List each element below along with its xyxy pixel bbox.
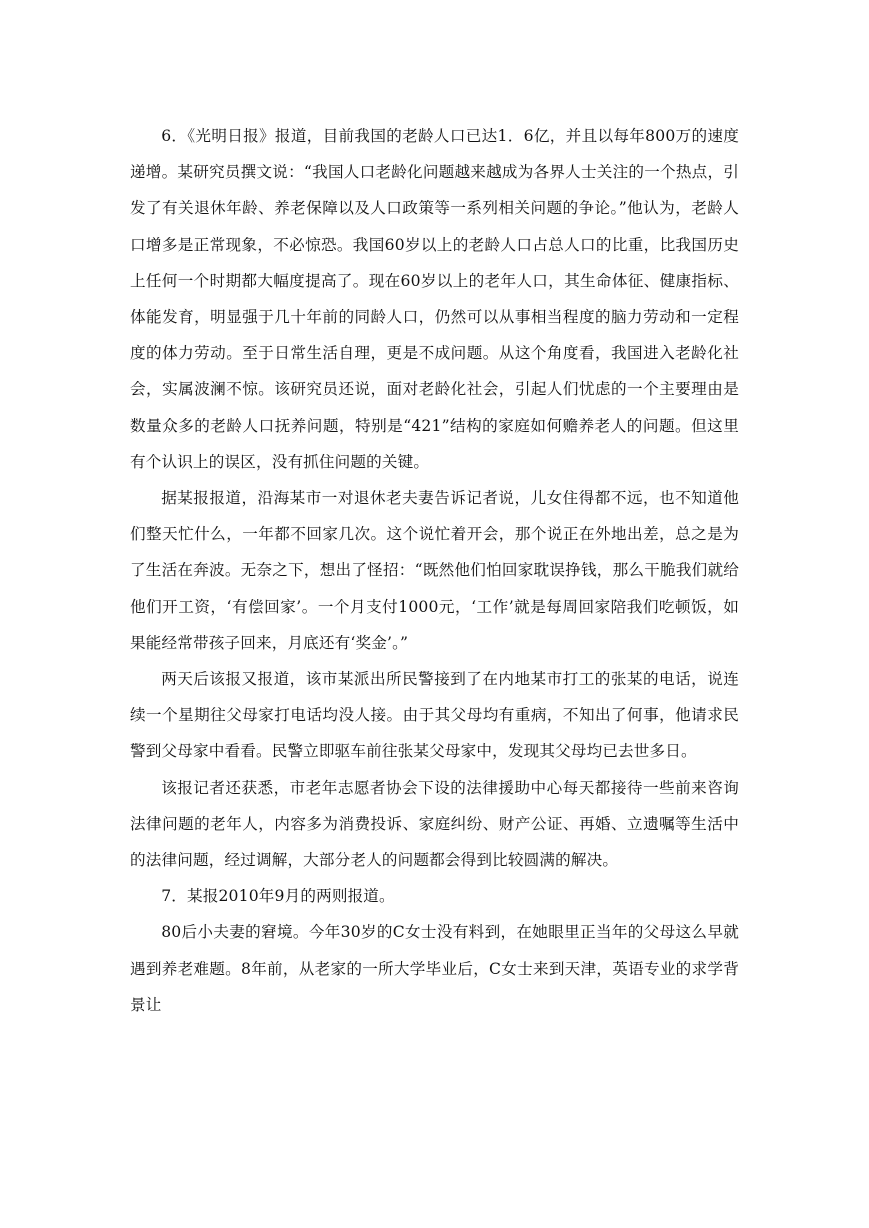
paragraph-police-report: 两天后该报又报道，该市某派出所民警接到了在内地某市打工的张某的电话，说连续一个星期往父母家打电话均没人接。由于其父母均有重病，不知出了何事，他请求民警到父母家中看看。民警立即驱车前往张某父母家中，发现其父母均已去世多日。 (130, 670, 739, 761)
paragraph-item-6-report: 6．《光明日报》报道，目前我国的老龄人口已达1．6亿，并且以每年800万的速度递增。某研究员撰文说：“我国人口老龄化问题越来越成为各界人士关注的一个热点，引发了有关退休年龄、养老保障以及人口政策等一系列相关问题的争论。”他认为，老龄人口增多是正常现象，不必惊恐。我国60岁以上的老龄人口占总人口的比重，比我国历史上任何一个时期都大幅度提高了。现在60岁以上的老年人口，其生命体征、健康指标、体能发育，明显强于几十年前的同龄人口，仍然可以从事相当程度的脑力劳动和一定程度的体力劳动。至于日常生活自理，更是不成问题。从这个角度看，我国进入老龄化社会，实属波澜不惊。该研究员还说，面对老龄化社会，引起人们忧虑的一个主要理由是数量众多的老龄人口抚养问题，特别是“421”结构的家庭如何赡养老人的问题。但这里有个认识上的误区，没有抓住问题的关键。 (130, 127, 739, 471)
document-body (130, 118, 739, 1023)
paragraph-post-80s-couple: 80后小夫妻的窘境。今年30岁的C女士没有料到，在她眼里正当年的父母这么早就遇到养老难题。8年前，从老家的一所大学毕业后，C女士来到天津，英语专业的求学背景让 (130, 923, 739, 1014)
paragraph-item-7-heading: 7．某报2010年9月的两则报道。 (161, 887, 395, 906)
paragraph-legal-aid-report: 该报记者还获悉，市老年志愿者协会下设的法律援助中心每天都接待一些前来咨询法律问题的老年人，内容多为消费投诉、家庭纠纷、财产公证、再婚、立遗嘱等生活中的法律问题，经过调解，大部分老人的问题都会得到比较圆满的解决。 (130, 778, 739, 870)
paragraph-retired-couple-report: 据某报报道，沿海某市一对退休老夫妻告诉记者说，儿女住得都不远，也不知道他们整天忙什么，一年都不回家几次。这个说忙着开会，那个说正在外地出差，总之是为了生活在奔波。无奈之下，想出了怪招：“既然他们怕回家耽误挣钱，那么干脆我们就给他们开工资，‘有偿回家’。一个月支付1000元，‘工作’就是每周回家陪我们吃顿饭，如果能经常带孩子回来，月底还有‘奖金’。” (130, 489, 739, 652)
